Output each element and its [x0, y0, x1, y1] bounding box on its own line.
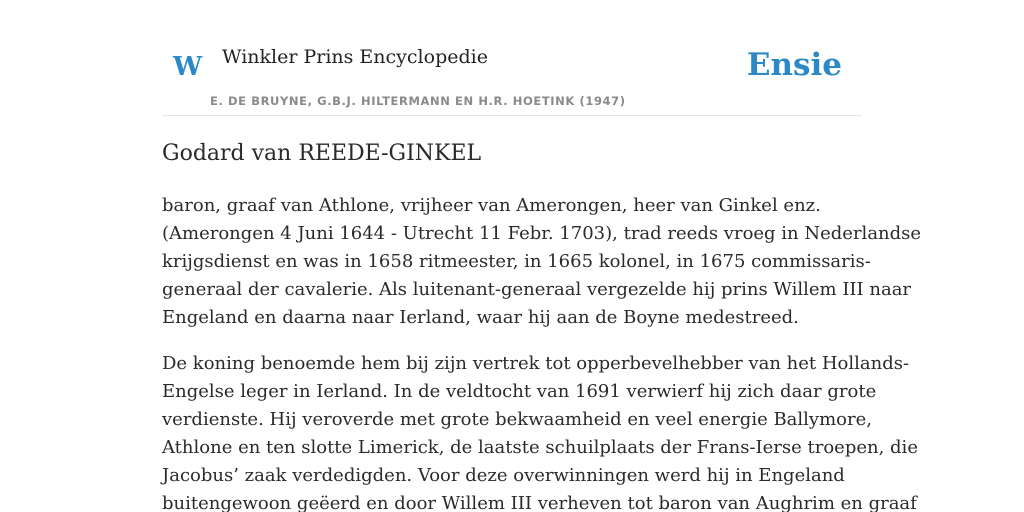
ensie-logo[interactable]: Ensie [746, 47, 842, 83]
paragraph-line: Engelse leger in Ierland. In de veldtocht van 1691 verwierf hij zich daar grote [162, 381, 877, 402]
paragraph-line: Athlone en ten slotte Limerick, de laatste schuilplaats der Frans-Ierse troepen, die [162, 437, 918, 458]
publication-authors: E. DE BRUYNE, G.B.J. HILTERMANN EN H.R. HOETINK (1947) [210, 94, 626, 108]
article-paragraph [162, 192, 922, 332]
paragraph-line: baron, graaf van Athlone, vrijheer van Amerongen, heer van Ginkel enz. [162, 195, 821, 216]
paragraph-line: generaal der cavalerie. Als luitenant-generaal vergezelde hij prins Willem III naar [162, 279, 912, 300]
paragraph-line: krijgsdienst en was in 1658 ritmeester, in 1665 kolonel, in 1675 commissaris- [162, 251, 871, 272]
paragraph-line: verdienste. Hij veroverde met grote bekwaamheid en veel energie Ballymore, [162, 409, 872, 430]
article-paragraph [162, 350, 918, 512]
paragraph-line: buitengewoon geëerd en door Willem III verheven tot baron van Aughrim en graaf [162, 493, 917, 512]
paragraph-line: De koning benoemde hem bij zijn vertrek tot opperbevelhebber van het Hollands- [162, 353, 910, 374]
publication-logo-icon[interactable]: W [173, 52, 203, 82]
publication-title[interactable]: Winkler Prins Encyclopedie [222, 46, 488, 68]
site-header [162, 40, 862, 116]
article-title: Godard van REEDE-GINKEL [162, 141, 482, 166]
article-body [162, 192, 922, 512]
paragraph-line: Engeland en daarna naar Ierland, waar hij aan de Boyne medestreed. [162, 307, 799, 328]
paragraph-line: Jacobus’ zaak verdedigden. Voor deze overwinningen werd hij in Engeland [162, 465, 845, 486]
paragraph-line: (Amerongen 4 Juni 1644 - Utrecht 11 Febr. 1703), trad reeds vroeg in Nederlandse [162, 223, 922, 244]
